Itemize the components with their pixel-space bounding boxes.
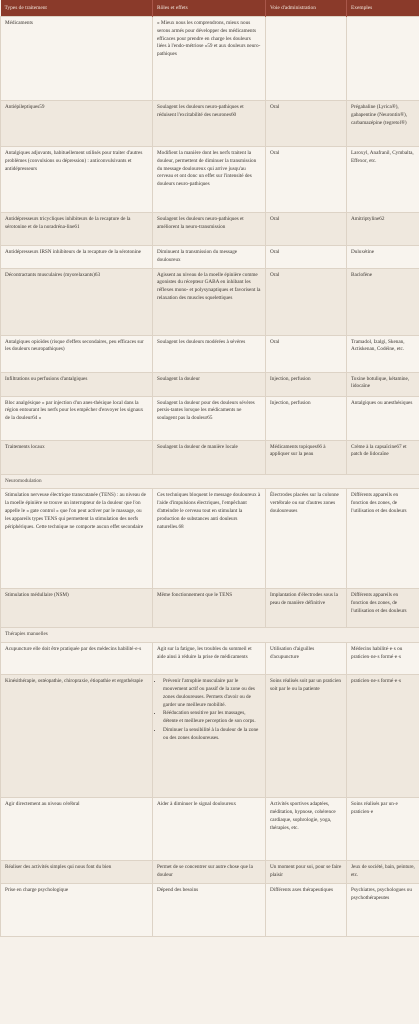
cell-role: Soulagent la douleur xyxy=(153,372,266,396)
cell-exemples: Jeux de société, bain, peinture, etc. xyxy=(347,861,419,884)
cell-voie: Soins réalisés soit par un praticien soit par le ou la patiente xyxy=(266,675,347,798)
cell-role xyxy=(153,675,266,798)
cell-voie: Oral xyxy=(266,213,347,246)
cell-voie: Oral xyxy=(266,147,347,213)
cell-type: Infiltrations ou perfusions d'antalgiques xyxy=(1,372,153,396)
effects-list xyxy=(157,678,261,742)
table-row xyxy=(1,268,419,335)
header-voie: Voie d'administration xyxy=(266,0,347,17)
cell-voie xyxy=(266,17,347,101)
table-row xyxy=(1,372,419,396)
cell-role: Agit sur la fatigue, les troubles du sommeil et aide ainsi à réduire la prise de médicaments xyxy=(153,643,266,675)
cell-exemples: Amitriptyline62 xyxy=(347,213,419,246)
table-row xyxy=(1,861,419,884)
cell-voie: Injection, perfusion xyxy=(266,372,347,396)
cell-exemples: Prégabaline (Lyrica®), gabapentine (Neurontin®), carbamazépine (tegretol®) xyxy=(347,101,419,147)
cell-type: Antidépresseurs tricycliques inhibiteurs de la recapture de la sérotonine et de la noradréna-line61 xyxy=(1,213,153,246)
section-row xyxy=(1,474,419,489)
cell-role: Soulagent la douleur de manière locale xyxy=(153,440,266,474)
cell-role: Même fonctionnement que le TENS xyxy=(153,589,266,628)
cell-exemples: Psychiatres, psychologues ou psychothérapeutes xyxy=(347,884,419,937)
cell-exemples: Différents appareils en fonction des zones, de l'utilisation et des douleurs xyxy=(347,489,419,589)
cell-type: Antiépileptiques59 xyxy=(1,101,153,147)
cell-voie: Oral xyxy=(266,246,347,269)
table-row xyxy=(1,798,419,861)
table-row xyxy=(1,675,419,798)
cell-exemples: Laroxyl, Anafranil, Cymbalta, Effexor, etc. xyxy=(347,147,419,213)
table-row xyxy=(1,643,419,675)
table-row xyxy=(1,396,419,440)
cell-type: Médicaments xyxy=(1,17,153,101)
cell-role: Soulagent les douleurs neuro-pathiques et améliorent la neuro-transmission xyxy=(153,213,266,246)
cell-role: « Mieux nous les comprendrons, mieux nous serons armés pour développer des médicaments efficaces pour prendre en charge les douleurs liées à l'endo-métriose »59 et aux douleurs neuro-pathiques xyxy=(153,17,266,101)
cell-exemples xyxy=(347,17,419,101)
cell-voie: Un moment pour soi, pour se faire plaisir xyxy=(266,861,347,884)
cell-exemples: Différents appareils en fonction des zones, de l'utilisation et des douleurs xyxy=(347,589,419,628)
table-row xyxy=(1,17,419,101)
cell-voie: Oral xyxy=(266,335,347,372)
cell-role: Agissent au niveau de la moelle épinière comme agonistes du récepteur GABA en inhibant les réflexes mono- et polysynaptiques et favorisent la relaxation des muscles squelettiques xyxy=(153,268,266,335)
cell-exemples: Tramadol, Izalgi, Skenan, Actiskenan, Codéine, etc. xyxy=(347,335,419,372)
list-item: • Rééducation sensitive par les massages, détente et meilleure perception de son corps. xyxy=(163,710,261,726)
cell-type: Stimulation médullaire (NSM) xyxy=(1,589,153,628)
list-item: • Prévenir l'atrophie musculaire par le mouvement actif ou passif de la zone ou des zones douloureuses. Permets d'avoir ou de garder une meilleure mobilité. xyxy=(163,678,261,709)
cell-type: Agir directement au niveau cérébral xyxy=(1,798,153,861)
table-row xyxy=(1,589,419,628)
table-row xyxy=(1,335,419,372)
cell-exemples: Soins réalisés par un·e praticien·e xyxy=(347,798,419,861)
cell-type: Décontractants musculaires (myorelaxants)63 xyxy=(1,268,153,335)
cell-type: Prise en charge psychologique xyxy=(1,884,153,937)
table-row xyxy=(1,213,419,246)
cell-role: Ces techniques bloquent le message douloureux à l'aide d'impulsions électriques, l'empêchant d'atteindre le cerveau tout en stimulant la production de substances anti douleurs naturelles.68 xyxy=(153,489,266,589)
section-heading: Neuromodulation xyxy=(1,474,419,489)
cell-role: Modifient la manière dont les nerfs traitent la douleur, permettent de diminuer la transmission du message douloureux qui arrive jusqu'au cerveau et ont donc un effet sur l'intensité des douleurs neuro-pathiques xyxy=(153,147,266,213)
cell-role: Dépend des besoins xyxy=(153,884,266,937)
cell-role: Diminuent la transmission du message douloureux xyxy=(153,246,266,269)
section-row xyxy=(1,628,419,643)
cell-voie: Électrodes placées sur la colonne vertébrale ou sur d'autres zones douloureuses xyxy=(266,489,347,589)
table-row xyxy=(1,101,419,147)
table-row xyxy=(1,489,419,589)
cell-exemples: Baclofène xyxy=(347,268,419,335)
cell-type: Antidépresseurs IRSN inhibiteurs de la recapture de la sérotonine xyxy=(1,246,153,269)
cell-voie: Oral xyxy=(266,101,347,147)
cell-voie: Médicaments topiques66 à appliquer sur la peau xyxy=(266,440,347,474)
cell-type: Antalgiques opioïdes (risque d'effets secondaires, peu efficaces sur les douleurs neuropathiques) xyxy=(1,335,153,372)
header-exemples: Exemples xyxy=(347,0,419,17)
cell-voie: Activités sportives adaptées, méditation, hypnose, cohérence cardiaque, sophrologie, yoga, thérapies, etc. xyxy=(266,798,347,861)
cell-exemples: Toxine botulique, kétamine, lidocaïne xyxy=(347,372,419,396)
table-row xyxy=(1,246,419,269)
table-header-row xyxy=(1,0,419,17)
cell-role: Soulagent les douleurs modérées à sévères xyxy=(153,335,266,372)
table-row xyxy=(1,440,419,474)
cell-role: Aider à diminuer le signal douloureux xyxy=(153,798,266,861)
header-types: Types de traitement xyxy=(1,0,153,17)
cell-role: Soulagent les douleurs neuro-pathiques et réduisent l'excitabilité des neurones60 xyxy=(153,101,266,147)
cell-exemples: praticien·ne·s formé·e·s xyxy=(347,675,419,798)
cell-role: Permet de se concentrer sur autre chose que la douleur xyxy=(153,861,266,884)
cell-exemples: Antalgiques ou anesthésiques xyxy=(347,396,419,440)
cell-role: Soulagent la douleur pour des douleurs sévères persis-tantes lorsque les médicaments ne soulagent pas la douleur65 xyxy=(153,396,266,440)
cell-type: Kinésithérapie, ostéopathie, chiropraxie, étiopathie et ergothérapie xyxy=(1,675,153,798)
cell-type: Stimulation nerveuse électrique transcutanée (TENS) : au niveau de la moelle épinière se trouve un interrupteur de la douleur que l'on appelle le « gate control » que l'on peut activer par le massage, ou les appareils types TENS qui permettent la stimulation des nerfs périphériques. Cette technique ne comporte aucun effet secondaire xyxy=(1,489,153,589)
cell-exemples: Crème à la capsaïcine67 et patch de lidocaïne xyxy=(347,440,419,474)
table-row xyxy=(1,147,419,213)
cell-voie: Différents axes thérapeutiques xyxy=(266,884,347,937)
cell-voie: Utilisation d'aiguilles d'acupuncture xyxy=(266,643,347,675)
cell-voie: Implantation d'électrodes sous la peau de manière définitive xyxy=(266,589,347,628)
section-heading: Thérapies manuelles xyxy=(1,628,419,643)
cell-type: Acupuncture elle doit être pratiquée par des médecins habilité·e·s xyxy=(1,643,153,675)
table-body xyxy=(1,17,419,937)
cell-exemples: Médecins habilité·e·s ou praticien·ne·s formé·e·s xyxy=(347,643,419,675)
table-row xyxy=(1,884,419,937)
header-roles: Rôles et effets xyxy=(153,0,266,17)
cell-type: Bloc analgésique « par injection d'un anes-thésique local dans la région entourant les nerfs pour les empêcher d'envoyer les signaux de la douleur64 » xyxy=(1,396,153,440)
cell-type: Réaliser des activités simples qui nous font du bien xyxy=(1,861,153,884)
cell-type: Antalgiques adjuvants, habituellement utilisés pour traiter d'autres problèmes (convulsions ou dépression) : anticonvulsivants et antidépresseurs xyxy=(1,147,153,213)
cell-type: Traitements locaux xyxy=(1,440,153,474)
list-item: • Diminuer la sensibilité à la douleur de la zone ou des zones douloureuses. xyxy=(163,727,261,743)
cell-voie: Oral xyxy=(266,268,347,335)
cell-exemples: Duloxétine xyxy=(347,246,419,269)
cell-voie: Injection, perfusion xyxy=(266,396,347,440)
